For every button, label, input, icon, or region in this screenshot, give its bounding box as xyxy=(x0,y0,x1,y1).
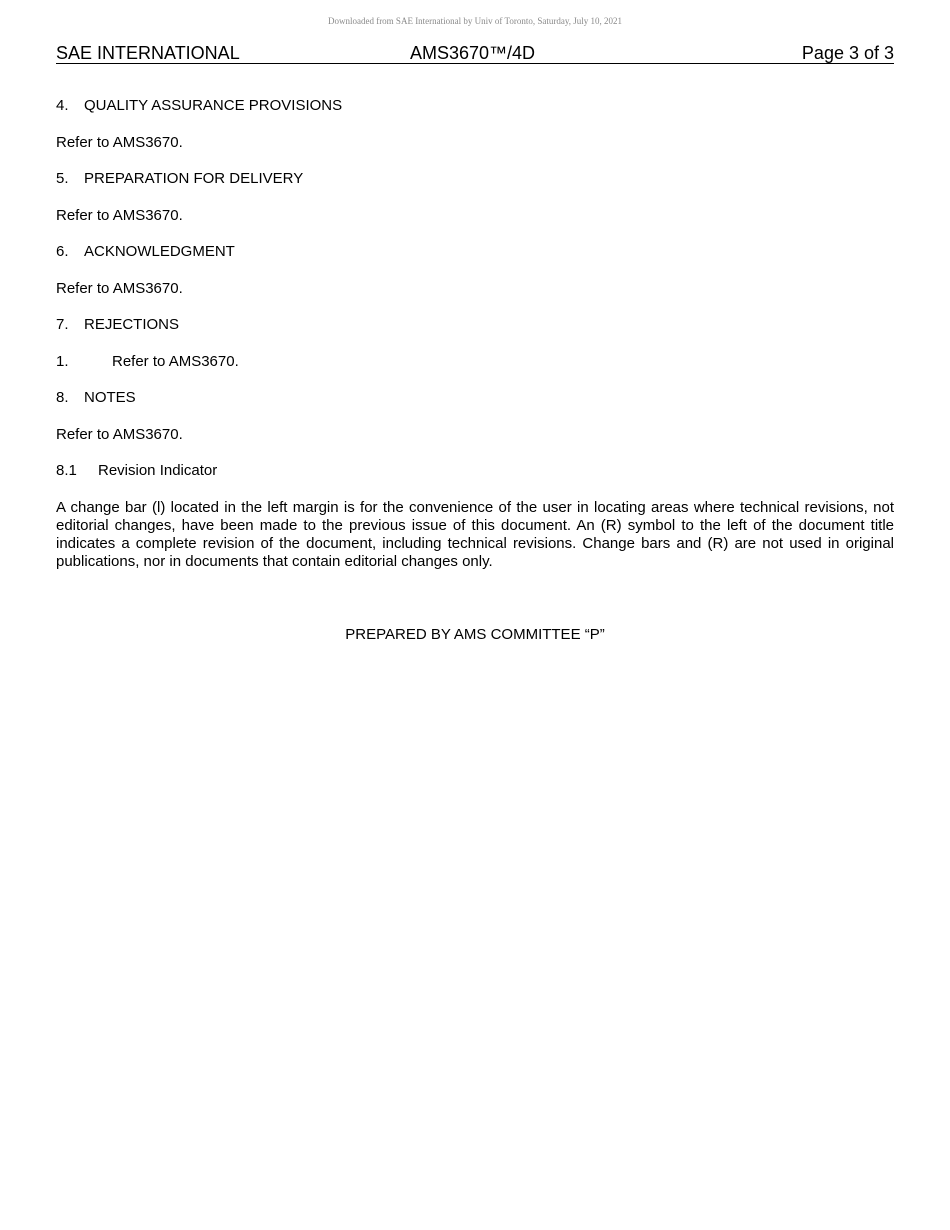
section-8-1-heading xyxy=(56,462,894,480)
section-4-heading xyxy=(56,97,894,115)
section-5-number: 5. xyxy=(56,170,69,187)
section-6-title: ACKNOWLEDGMENT xyxy=(84,243,235,260)
section-5-title: PREPARATION FOR DELIVERY xyxy=(84,170,304,187)
page-header xyxy=(56,43,894,64)
prepared-by-line: PREPARED BY AMS COMMITTEE “P” xyxy=(345,626,605,643)
section-5-heading xyxy=(56,170,894,188)
section-5-body: Refer to AMS3670. xyxy=(56,207,183,224)
section-6-number: 6. xyxy=(56,243,69,260)
header-org: SAE INTERNATIONAL xyxy=(56,43,240,63)
section-7-item-number: 1. xyxy=(56,353,69,370)
section-4-number: 4. xyxy=(56,97,69,114)
section-7-list-item xyxy=(56,353,894,371)
section-6-heading xyxy=(56,243,894,261)
section-4-title: QUALITY ASSURANCE PROVISIONS xyxy=(84,97,343,114)
section-8-heading xyxy=(56,389,894,407)
download-note: Downloaded from SAE International by Univ of Toronto, Saturday, July 10, 2021 xyxy=(327,16,623,26)
section-8-1-number: 8.1 xyxy=(56,462,77,479)
section-7-heading xyxy=(56,316,894,334)
section-7-item-text: Refer to AMS3670. xyxy=(112,353,239,370)
section-7-number: 7. xyxy=(56,316,69,333)
header-doc-id: AMS3670™/4D xyxy=(410,43,536,63)
section-7-title: REJECTIONS xyxy=(84,316,180,333)
section-8-body: Refer to AMS3670. xyxy=(56,426,183,443)
section-8-1-body: A change bar (l) located in the left margin is for the convenience of the user in locating areas where technical revisions, not editorial changes, have been made to the previous issue of this document. An (R) symbol to the left of the document title indicates a complete revision of the document, including technical revisions. Change bars and (R) are not used in original publications, nor in documents that contain editorial changes only. xyxy=(56,499,894,570)
section-8-title: NOTES xyxy=(84,389,136,406)
section-8-1-title: Revision Indicator xyxy=(98,462,218,479)
section-6-body: Refer to AMS3670. xyxy=(56,280,183,297)
section-4-body: Refer to AMS3670. xyxy=(56,134,183,151)
header-page-number: Page 3 of 3 xyxy=(801,43,894,63)
section-8-number: 8. xyxy=(56,389,69,406)
